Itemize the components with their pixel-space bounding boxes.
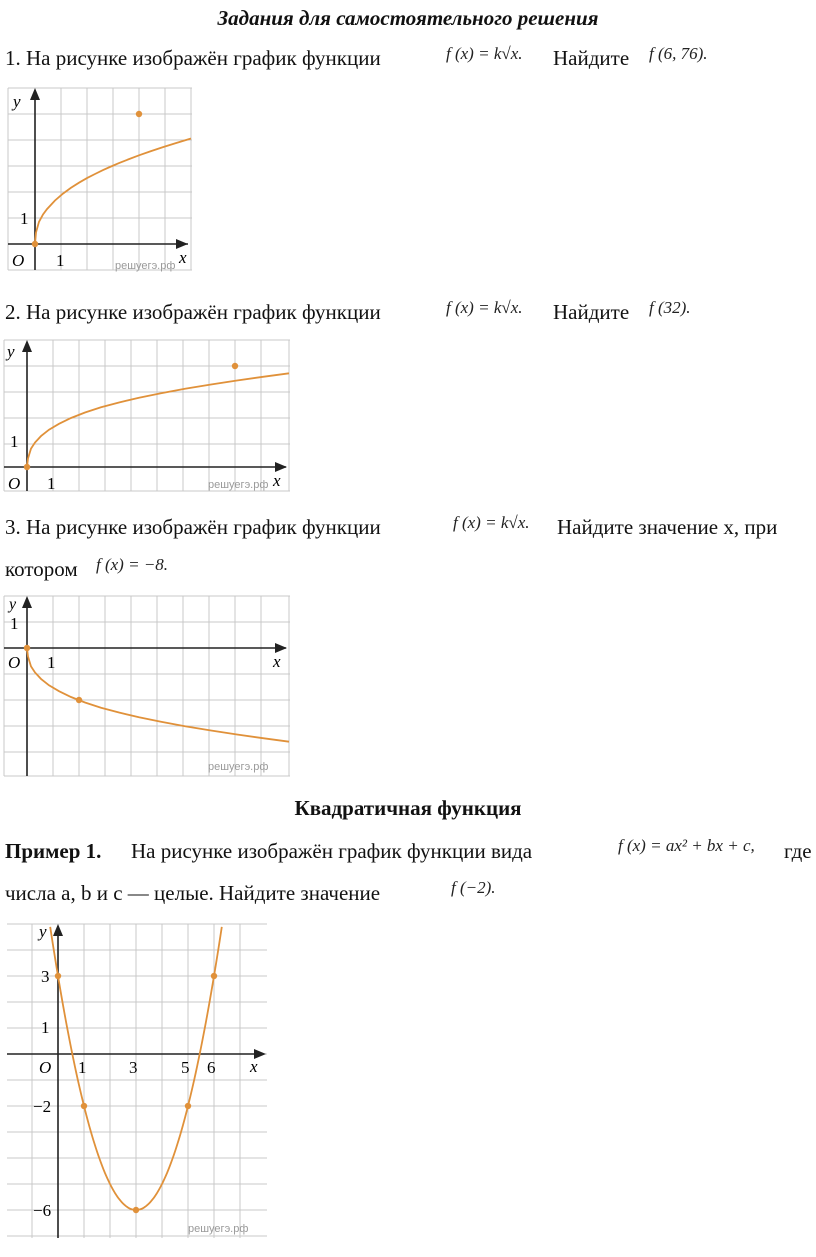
graph-4-y-tick-3: 3 bbox=[41, 967, 50, 986]
graph-4-origin-label: O bbox=[39, 1058, 52, 1077]
graph-4-x-tick-3: 3 bbox=[129, 1058, 138, 1077]
task-3-line2: котором bbox=[5, 557, 78, 581]
graph-4-point bbox=[185, 1103, 191, 1109]
graph-1-point-origin bbox=[32, 241, 38, 247]
example-1-label: Пример 1. bbox=[5, 839, 102, 863]
task-2-intro: 2. На рисунке изображён график функции bbox=[5, 300, 381, 324]
graph-4-y-tick-1: 1 bbox=[41, 1018, 50, 1037]
graph-1-y-arrow bbox=[30, 88, 40, 100]
graph-4-x-tick-5: 5 bbox=[181, 1058, 190, 1077]
graph-1 bbox=[5, 85, 195, 275]
task-1-find: Найдите bbox=[553, 46, 630, 70]
example-1-line1 bbox=[5, 839, 101, 864]
example-1-line2: числа a, b и c — целые. Найдите значение bbox=[5, 881, 381, 905]
graph-2-watermark: решуегэ.рф bbox=[208, 479, 269, 491]
graph-3-origin-label: O bbox=[8, 653, 21, 672]
task-2-formula: f (x) = k√x. bbox=[446, 298, 523, 317]
graph-4-x-tick-1: 1 bbox=[78, 1058, 87, 1077]
graph-2-origin-label: O bbox=[8, 474, 21, 493]
graph-4-point bbox=[133, 1207, 139, 1213]
graph-3-watermark: решуегэ.рф bbox=[208, 761, 269, 773]
example-1-formula: f (x) = ax² + bx + c, bbox=[618, 836, 755, 855]
graph-4-point bbox=[55, 973, 61, 979]
task-1-formula: f (x) = k√x. bbox=[446, 44, 523, 63]
graph-4-x-label: x bbox=[250, 1057, 258, 1076]
graph-1-x-label: x bbox=[179, 248, 187, 267]
graph-1-y-label: y bbox=[13, 92, 21, 111]
example-1-text-end: где bbox=[784, 839, 812, 863]
task-3-intro: 3. На рисунке изображён график функции bbox=[5, 515, 381, 539]
graph-4-x-tick-6: 6 bbox=[207, 1058, 216, 1077]
graph-2-y-one: 1 bbox=[10, 432, 19, 451]
graph-3-marked-point bbox=[76, 697, 82, 703]
graph-4 bbox=[5, 920, 270, 1240]
graph-2-marked-point bbox=[232, 363, 238, 369]
task-1-text bbox=[5, 46, 381, 71]
graph-1-y-one: 1 bbox=[20, 209, 29, 228]
graph-1-x-one: 1 bbox=[56, 251, 65, 270]
graph-1-watermark: решуегэ.рф bbox=[115, 260, 176, 272]
graph-4-y-tick-minus-2: −2 bbox=[33, 1097, 52, 1116]
graph-1-marked-point bbox=[136, 111, 142, 117]
task-2-find: Найдите bbox=[553, 300, 630, 324]
task-3-find: Найдите значение x, при bbox=[557, 515, 778, 539]
graph-3-point-origin bbox=[24, 645, 30, 651]
graph-3-y-label: y bbox=[9, 596, 17, 613]
graph-4-y-tick-minus-6: −6 bbox=[33, 1201, 52, 1220]
graph-2-point-origin bbox=[24, 464, 30, 470]
graph-3-grid bbox=[4, 596, 290, 776]
graph-3-x-one: 1 bbox=[47, 653, 56, 672]
graph-2-y-label: y bbox=[7, 342, 15, 361]
task-1-intro: 1. На рисунке изображён график функции bbox=[5, 46, 381, 70]
graph-1-origin-label: O bbox=[12, 251, 25, 270]
graph-2-grid bbox=[4, 340, 290, 491]
task-1-target: f (6, 76). bbox=[649, 44, 708, 63]
graph-4-point bbox=[211, 973, 217, 979]
task-2-target: f (32). bbox=[649, 298, 691, 317]
graph-2 bbox=[0, 336, 292, 494]
graph-2-curve bbox=[27, 373, 289, 467]
graph-4-watermark: решуегэ.рф bbox=[188, 1223, 249, 1235]
section-title: Квадратичная функция bbox=[294, 796, 522, 820]
graph-2-x-label: x bbox=[273, 471, 281, 490]
graph-4-y-label: y bbox=[39, 922, 47, 941]
task-3-formula: f (x) = k√x. bbox=[453, 513, 530, 532]
graph-3-x-label: x bbox=[273, 652, 281, 671]
example-1-target: f (−2). bbox=[451, 878, 496, 897]
graph-3-y-arrow bbox=[22, 596, 32, 608]
graph-3 bbox=[0, 592, 292, 778]
graph-2-x-one: 1 bbox=[47, 474, 56, 493]
graph-3-y-one: 1 bbox=[10, 614, 19, 633]
page-title: Задания для самостоятельного решения bbox=[217, 6, 599, 30]
graph-4-point bbox=[81, 1103, 87, 1109]
graph-4-y-arrow bbox=[53, 924, 63, 936]
example-1-text: На рисунке изображён график функции вида bbox=[131, 839, 533, 863]
graph-3-curve bbox=[27, 648, 289, 742]
task-3-condition: f (x) = −8. bbox=[96, 555, 169, 574]
graph-2-y-arrow bbox=[22, 340, 32, 352]
